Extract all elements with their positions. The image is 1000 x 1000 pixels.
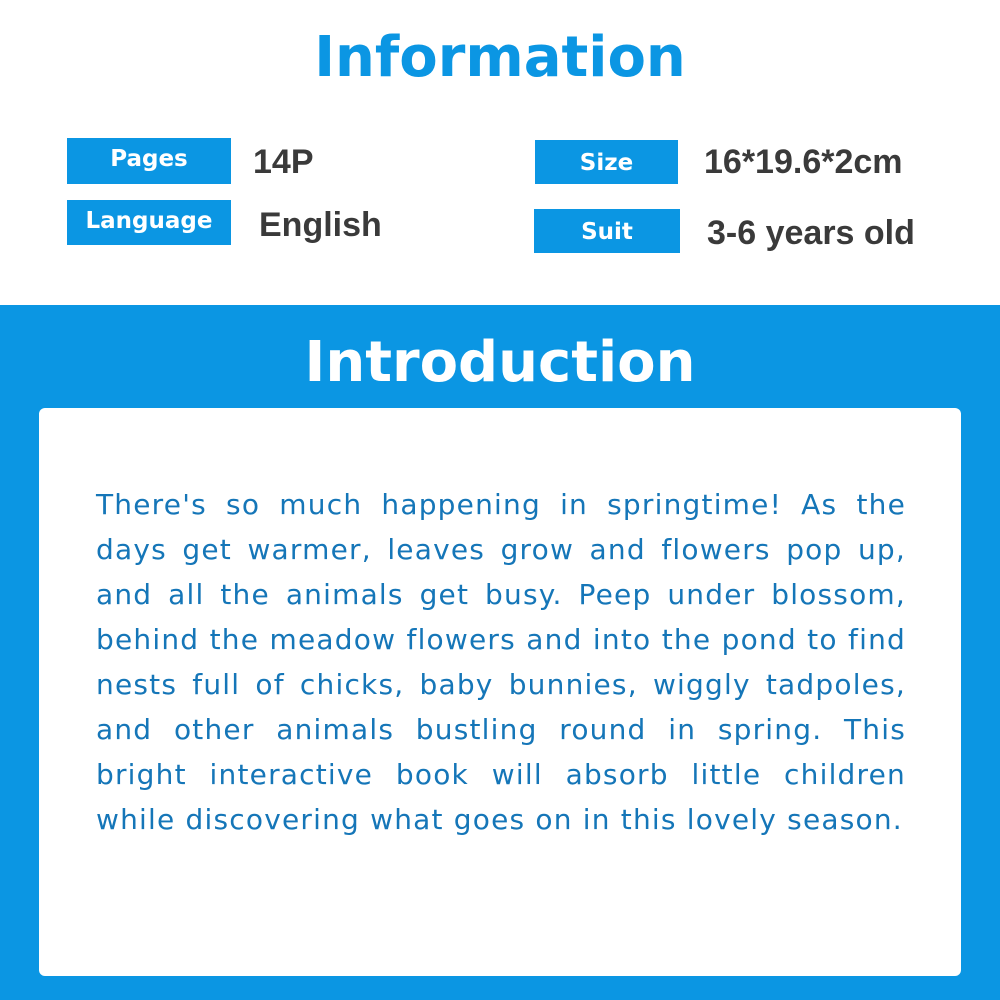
introduction-text: There's so much happening in springtime! As the days get warmer, leaves grow and flowers pop up, and all the animals get busy. Peep under blossom, behind the meadow flowers and into the pond to find nests full of chicks, baby bunnies, wiggly tadpoles, and other animals bustling round in spring. This bright interactive book will absorb little children while discovering what goes on in this lovely season.: [96, 488, 906, 836]
introduction-title: Introduction: [304, 330, 696, 395]
language-value: English: [259, 206, 382, 244]
suit-value: 3-6 years old: [707, 214, 915, 252]
language-label: Language: [67, 200, 231, 245]
introduction-section: [0, 305, 1000, 1000]
size-value: 16*19.6*2cm: [704, 143, 903, 181]
size-label: Size: [535, 140, 678, 184]
introduction-card: [39, 408, 961, 976]
pages-label: Pages: [67, 138, 231, 184]
information-title: Information: [314, 25, 686, 90]
suit-label: Suit: [534, 209, 680, 253]
pages-value: 14P: [253, 143, 314, 181]
